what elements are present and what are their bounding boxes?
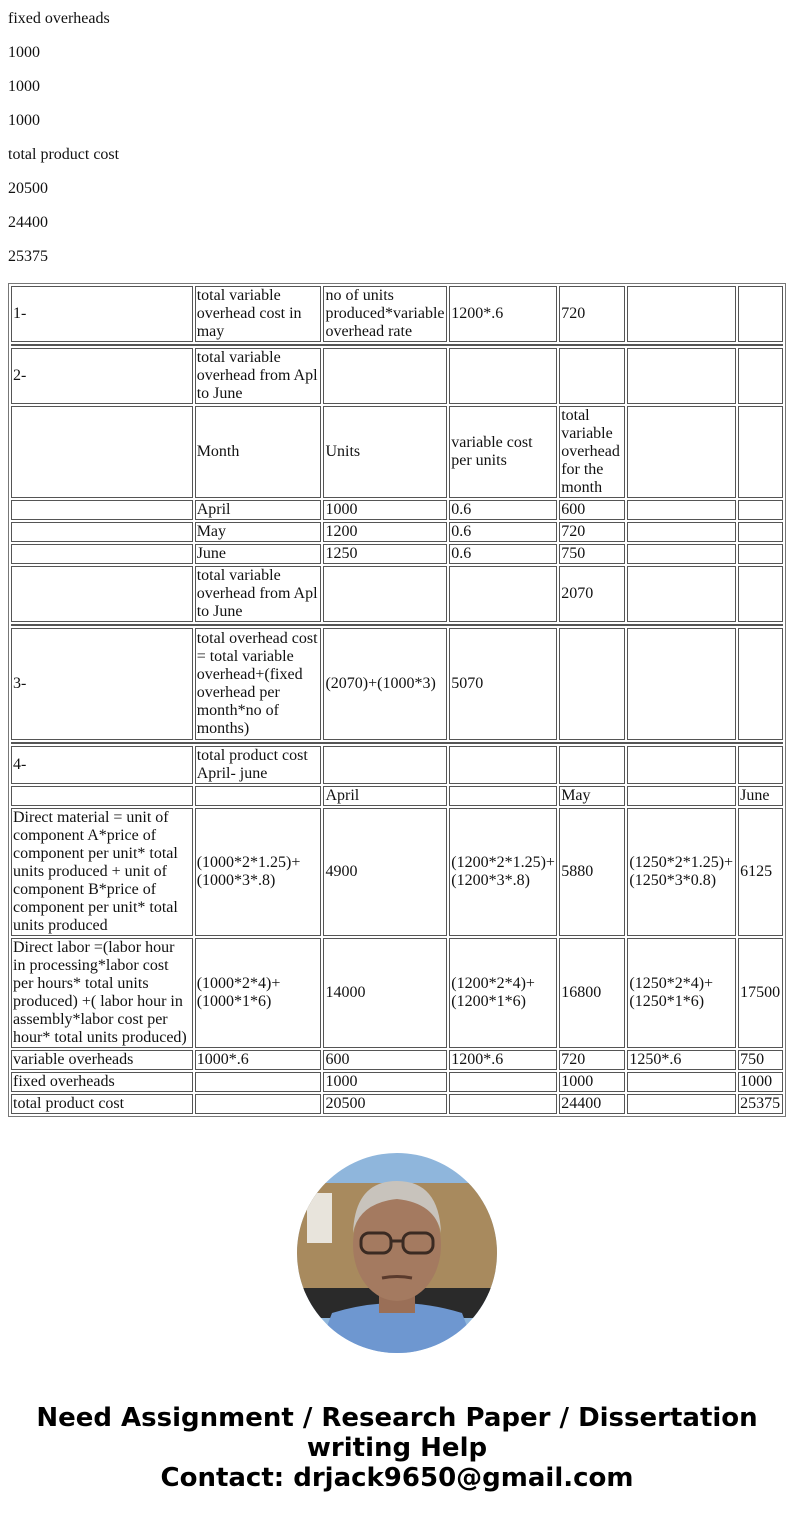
table-cell [627, 544, 736, 564]
table-cell [323, 566, 447, 622]
table-cell: (1000*2*1.25)+(1000*3*.8) [195, 808, 322, 936]
table-cell [323, 746, 447, 784]
table-row [11, 522, 783, 542]
summary-line: fixed overheads [8, 10, 110, 27]
table-cell [738, 566, 783, 622]
table-cell: 1000*.6 [195, 1050, 322, 1070]
table-cell: 720 [559, 522, 625, 542]
table-cell [195, 1072, 322, 1092]
table-cell: (1250*2*1.25)+(1250*3*0.8) [627, 808, 736, 936]
table-cell [738, 500, 783, 520]
table-cell: June [738, 786, 783, 806]
table-row [11, 1072, 783, 1092]
table-cell [627, 786, 736, 806]
table-cell: total variable overhead from Apl to June [195, 566, 322, 622]
table-cell: April [195, 500, 322, 520]
summary-line: 20500 [8, 180, 48, 197]
table-cell [738, 746, 783, 784]
table-cell [449, 348, 557, 404]
table-cell: (1200*2*4)+(1200*1*6) [449, 938, 557, 1048]
table-row [11, 500, 783, 520]
table-cell [559, 746, 625, 784]
table-cell: 2- [11, 348, 193, 404]
solution-table [8, 283, 786, 1117]
table-cell: April [323, 786, 447, 806]
table-row [11, 544, 783, 564]
table-cell: May [195, 522, 322, 542]
table-cell: 25375 [738, 1094, 783, 1114]
table-cell: 5070 [449, 628, 557, 740]
table-row [11, 566, 783, 622]
summary-line: 1000 [8, 112, 40, 129]
table-cell: 0.6 [449, 500, 557, 520]
table-cell [11, 566, 193, 622]
table-cell [195, 786, 322, 806]
table-cell [738, 286, 783, 342]
table-row [11, 786, 783, 806]
summary-line: 25375 [8, 248, 48, 265]
table-cell: 2070 [559, 566, 625, 622]
table-cell: 1250 [323, 544, 447, 564]
table-cell: June [195, 544, 322, 564]
table-cell: 1- [11, 286, 193, 342]
summary-line: 1000 [8, 44, 40, 61]
table-cell: 1000 [559, 1072, 625, 1092]
table-cell: 750 [559, 544, 625, 564]
table-cell: (1250*2*4)+(1250*1*6) [627, 938, 736, 1048]
table-cell: 1000 [323, 500, 447, 520]
table-cell: 1000 [323, 1072, 447, 1092]
separator-cell [11, 742, 783, 744]
table-cell [738, 628, 783, 740]
table-cell: variable overheads [11, 1050, 193, 1070]
table-cell: variable cost per units [449, 406, 557, 498]
table-cell [627, 1072, 736, 1092]
table-cell: 4900 [323, 808, 447, 936]
summary-line: total product cost [8, 146, 120, 163]
table-cell [449, 566, 557, 622]
table-cell: Direct labor =(labor hour in processing*labor cost per hours* total units produced) +( labor hour in assembly*labor cost per hour* total units produced) [11, 938, 193, 1048]
table-cell [627, 746, 736, 784]
table-cell [559, 628, 625, 740]
contact-banner [0, 1403, 794, 1493]
table-cell: 24400 [559, 1094, 625, 1114]
table-cell: 16800 [559, 938, 625, 1048]
table-cell [627, 500, 736, 520]
table-cell: 600 [559, 500, 625, 520]
table-cell: 600 [323, 1050, 447, 1070]
table-cell [11, 500, 193, 520]
table-cell: total product cost [11, 1094, 193, 1114]
table-cell [738, 522, 783, 542]
table-cell [11, 522, 193, 542]
table-cell [449, 1072, 557, 1092]
table-cell [323, 348, 447, 404]
table-cell: 4- [11, 746, 193, 784]
table-cell [738, 544, 783, 564]
table-row [11, 406, 783, 498]
table-row [11, 348, 783, 404]
table-cell: 720 [559, 286, 625, 342]
separator-cell [11, 344, 783, 346]
table-row [11, 938, 783, 1048]
table-cell [627, 1094, 736, 1114]
table-cell: Month [195, 406, 322, 498]
row-separator [11, 742, 783, 744]
table-cell [627, 628, 736, 740]
table-cell: 1200 [323, 522, 447, 542]
table-cell: Direct material = unit of component A*price of component per unit* total units produced + unit of component B*price of component per unit* total units produced [11, 808, 193, 936]
table-row [11, 746, 783, 784]
table-cell: Units [323, 406, 447, 498]
table-cell [11, 544, 193, 564]
table-cell: 14000 [323, 938, 447, 1048]
table-cell: 17500 [738, 938, 783, 1048]
table-cell: fixed overheads [11, 1072, 193, 1092]
table-cell: 750 [738, 1050, 783, 1070]
banner-line-1: Need Assignment / Research Paper / Dissertation [36, 1403, 758, 1433]
table-cell: 720 [559, 1050, 625, 1070]
table-cell [449, 746, 557, 784]
table-cell [627, 286, 736, 342]
table-cell: (2070)+(1000*3) [323, 628, 447, 740]
table-row [11, 286, 783, 342]
table-cell: 1200*.6 [449, 1050, 557, 1070]
row-separator [11, 344, 783, 346]
table-cell: total product cost April- june [195, 746, 322, 784]
table-cell [627, 406, 736, 498]
table-cell [449, 786, 557, 806]
table-cell: 5880 [559, 808, 625, 936]
table-cell [627, 522, 736, 542]
row-separator [11, 624, 783, 626]
table-cell: 1250*.6 [627, 1050, 736, 1070]
table-cell: 0.6 [449, 544, 557, 564]
table-cell: total variable overhead for the month [559, 406, 625, 498]
banner-contact: Contact: drjack9650@gmail.com [160, 1463, 634, 1493]
table-cell: 3- [11, 628, 193, 740]
table-cell [11, 406, 193, 498]
table-cell [559, 348, 625, 404]
banner-line-2: writing Help [306, 1433, 488, 1463]
table-cell [11, 786, 193, 806]
person-photo-icon [297, 1153, 497, 1353]
table-cell: total variable overhead cost in may [195, 286, 322, 342]
table-row [11, 628, 783, 740]
summary-line: 24400 [8, 214, 48, 231]
table-cell [738, 348, 783, 404]
summary-line: 1000 [8, 78, 40, 95]
author-photo [297, 1153, 497, 1353]
table-cell: (1200*2*1.25)+(1200*3*.8) [449, 808, 557, 936]
table-cell: 1000 [738, 1072, 783, 1092]
table-cell [738, 406, 783, 498]
table-cell: 20500 [323, 1094, 447, 1114]
table-cell [195, 1094, 322, 1114]
table-cell [449, 1094, 557, 1114]
table-cell: 0.6 [449, 522, 557, 542]
table-cell: 1200*.6 [449, 286, 557, 342]
table-cell: May [559, 786, 625, 806]
table-cell: no of units produced*variable overhead rate [323, 286, 447, 342]
table-cell [627, 566, 736, 622]
table-cell: 6125 [738, 808, 783, 936]
table-cell [627, 348, 736, 404]
table-cell: total overhead cost = total variable overhead+(fixed overhead per month*no of months) [195, 628, 322, 740]
table-row [11, 808, 783, 936]
table-cell: (1000*2*4)+(1000*1*6) [195, 938, 322, 1048]
table-row [11, 1094, 783, 1114]
table-row [11, 1050, 783, 1070]
separator-cell [11, 624, 783, 626]
table-cell: total variable overhead from Apl to June [195, 348, 322, 404]
